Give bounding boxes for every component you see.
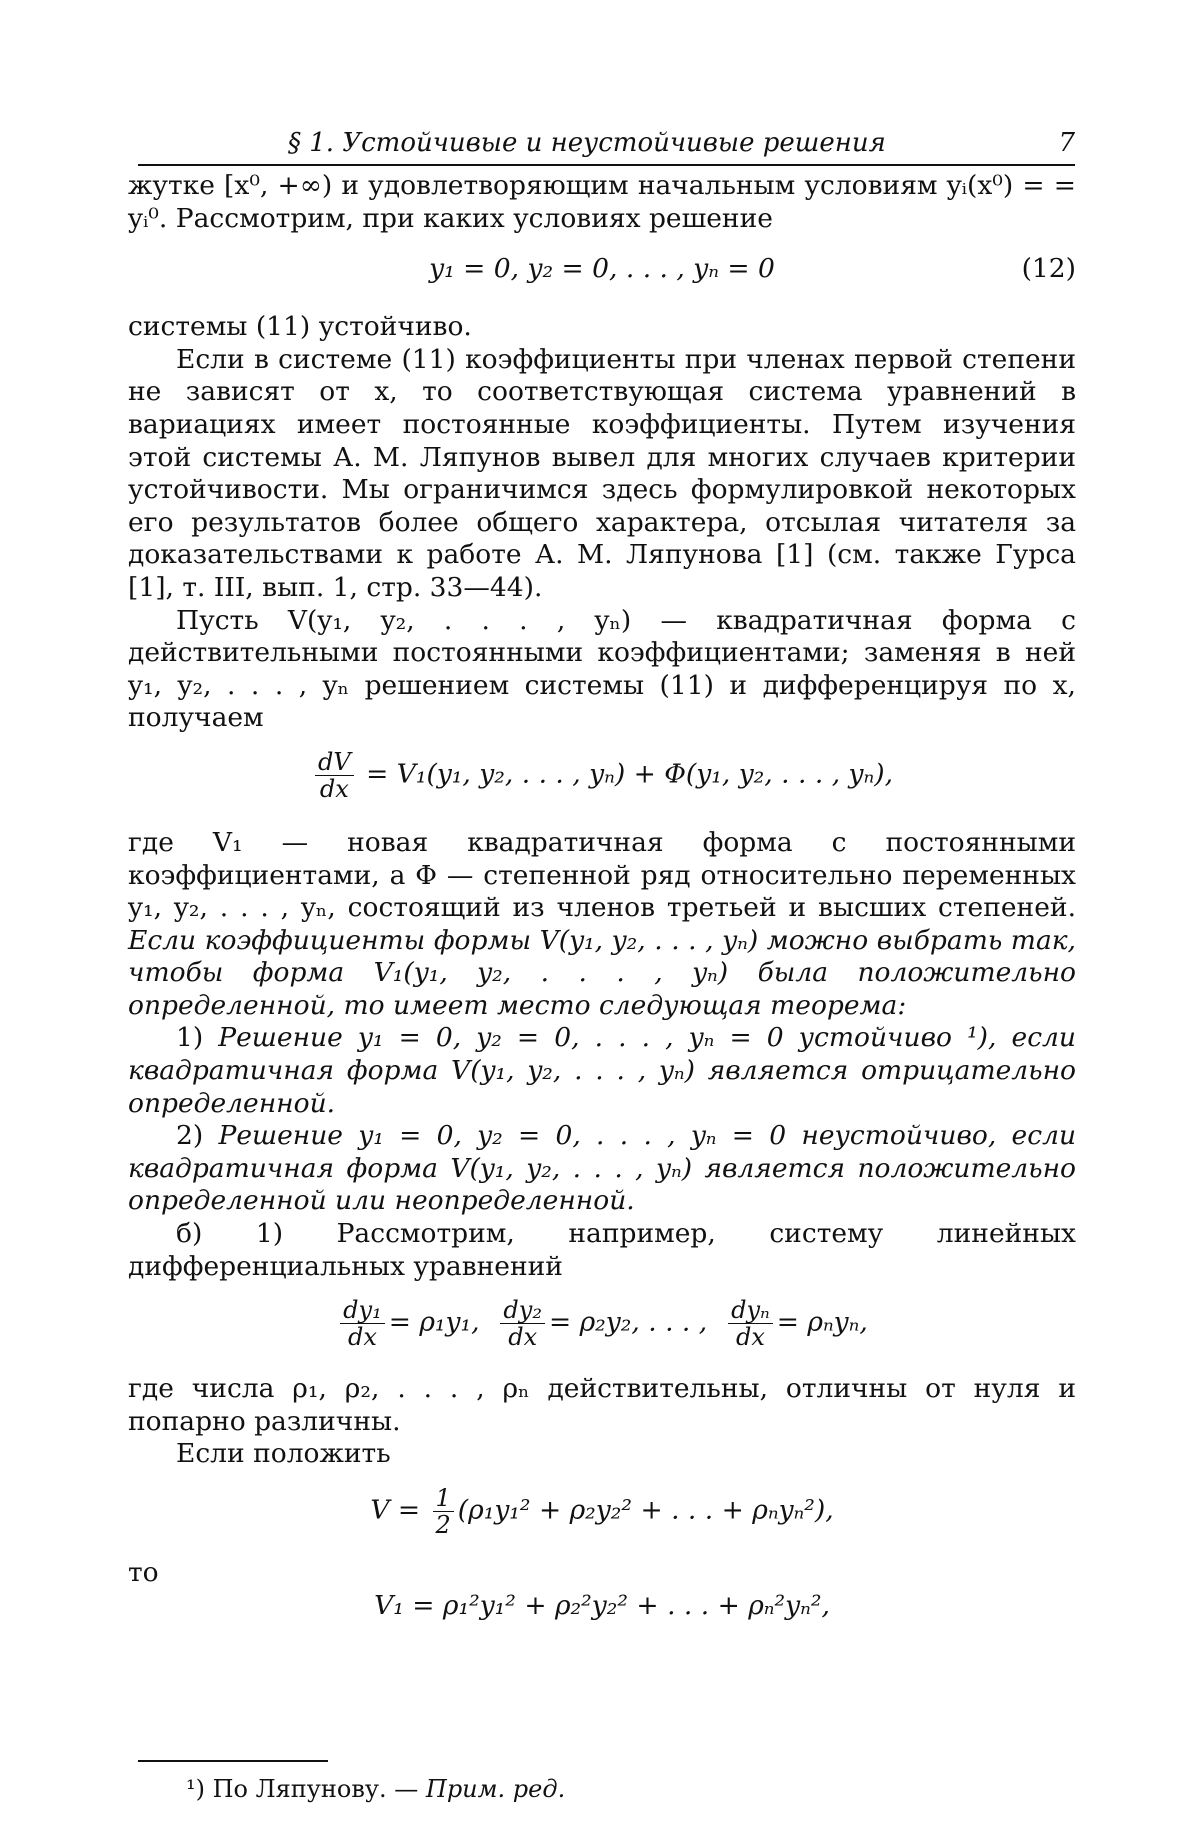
paragraph-theorem-intro: где V₁ — новая квадратичная форма с постоянными коэффициентами, а Φ — степенной ряд относительно переменных y₁, y₂, . . . , yₙ, состоящий из членов третьей и высших степеней. Если коэффициенты формы V(y₁, y₂, . . . , yₙ) можно выбрать так, чтобы форма V₁(y₁, y₂, . . . , yₙ) была положительно определенной, то имеет место следующая теорема:	[128, 826, 1076, 1021]
equation-v1: V₁ = ρ₁²y₁² + ρ₂²y₂² + . . . + ρₙ²yₙ²,	[374, 1589, 830, 1621]
footnote-editor-note: Прим. ред.	[425, 1775, 566, 1803]
equation-linear-system: $\frac{\text{dy₁}}{dx}$ = ρ₁y₁, $\frac{\text{dy₂}}{dx}$ = ρ₂y₂, . . . , $\frac{\text{dyₙ}}{dx}$ = ρₙyₙ,	[128, 1295, 1076, 1363]
footnote-mark: ¹)	[186, 1775, 205, 1803]
paragraph-linear-system: б) 1) Рассмотрим, например, систему линейных дифференциальных уравнений	[128, 1218, 1076, 1282]
equation-12-body: y₁ = 0, y₂ = 0, . . . , yₙ = 0	[429, 253, 775, 285]
body-text	[128, 170, 1076, 1644]
equation-12	[128, 247, 1076, 301]
running-header	[138, 128, 1075, 166]
page-number: 7	[1058, 128, 1075, 158]
word-then: то	[128, 1557, 159, 1588]
equation-v: V = $\frac{1}{2}$ (ρ₁y₁² + ρ₂y₂² + . . . + ρₙyₙ²),	[370, 1484, 834, 1539]
paragraph-stable: системы (11) устойчиво.	[128, 311, 472, 343]
fraction-dv-dx: $\frac{dV}{dx}$	[315, 749, 354, 802]
fraction-dy1-dx: $\frac{\text{dy₁}}{dx}$	[340, 1297, 385, 1350]
footnote-text: По Ляпунову. —	[212, 1775, 426, 1803]
paragraph-if-set: Если положить	[176, 1438, 391, 1470]
fraction-dyn-dx: $\frac{\text{dyₙ}}{dx}$	[728, 1297, 773, 1350]
footnote-divider	[138, 1760, 328, 1762]
footnote	[186, 1775, 565, 1803]
paragraph-intro: жутке [x⁰, +∞) и удовлетворяющим начальным условиям yᵢ(x⁰) = = yᵢ⁰. Рассмотрим, при каких условиях решение	[128, 170, 1076, 234]
equation-dv-rhs: = V₁(y₁, y₂, . . . , yₙ) + Φ(y₁, y₂, . . . , yₙ),	[366, 758, 894, 790]
equation-dv-dx	[128, 747, 1076, 817]
paragraph-lyapunov: Если в системе (11) коэффициенты при членах первой степени не зависят от x, то соответствующая система уравнений в вариациях имеет постоянные коэффициенты. Путем изучения этой системы А. М. Ляпунов вывел для многих случаев критерии устойчивости. Мы ограничимся здесь формулировкой некоторых его результатов более общего характера, отсылая читателя за доказательствами к работе А. М. Ляпунова [1] (см. также Гурса [1], т. III, вып. 1, стр. 33—44).	[128, 343, 1076, 603]
fraction-one-half: $\frac{1}{2}$	[433, 1485, 454, 1538]
equation-12-number: (12)	[1021, 253, 1076, 285]
theorem-item-1: 1) Решение y₁ = 0, y₂ = 0, . . . , yₙ = 0 устойчиво ¹), если квадратичная форма V(y₁, y₂, . . . , yₙ) является отрицательно определенной.	[128, 1022, 1077, 1119]
paragraph-quadratic-form: Пусть V(y₁, y₂, . . . , yₙ) — квадратичная форма с действительными постоянными коэффициентами; заменяя в ней y₁, y₂, . . . , yₙ решением системы (11) и дифференцируя по x, получаем	[128, 604, 1076, 734]
fraction-dy2-dx: $\frac{\text{dy₂}}{dx}$	[500, 1297, 545, 1350]
theorem-item-2: 2) Решение y₁ = 0, y₂ = 0, . . . , yₙ = 0 неустойчиво, если квадратичная форма V(y₁, y₂, . . . , yₙ) является положительно определенной или неопределенной.	[128, 1120, 1077, 1217]
section-title: § 1. Устойчивые и неустойчивые решения	[288, 128, 886, 158]
paragraph-rho: где числа ρ₁, ρ₂, . . . , ρₙ действительны, отличны от нуля и попарно различны.	[128, 1373, 1076, 1437]
